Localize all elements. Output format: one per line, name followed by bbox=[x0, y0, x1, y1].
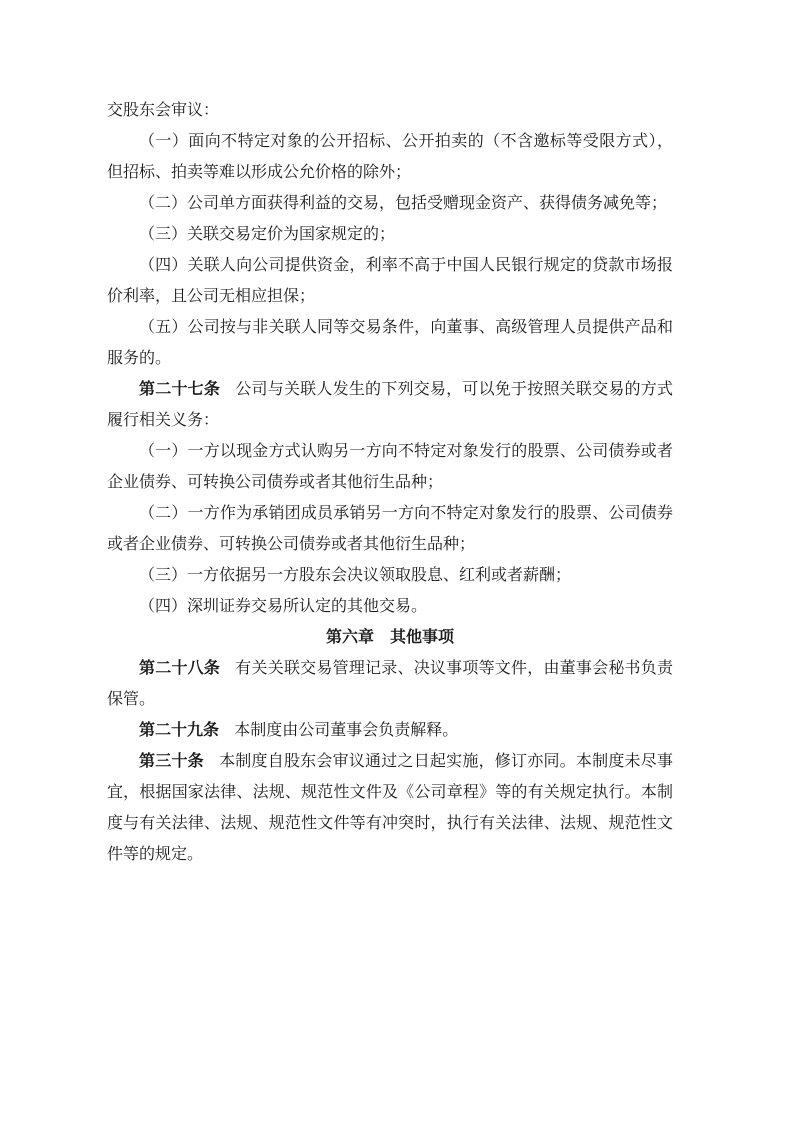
document-text-block bbox=[107, 95, 673, 870]
article-30 bbox=[107, 746, 673, 870]
chapter-heading: 第六章 其他事项 bbox=[325, 629, 454, 646]
clause-item-5: （五）公司按与非关联人同等交易条件，向董事、高级管理人员提供产品和服务的。 bbox=[107, 319, 673, 367]
article-29-number: 第二十九条 bbox=[139, 722, 220, 739]
clause-item-4: （四）关联人向公司提供资金，利率不高于中国人民银行规定的贷款市场报价利率，且公司无相应担保； bbox=[107, 257, 673, 305]
clause-item-7: （二）一方作为承销团成员承销另一方向不特定对象发行的股票、公司债券或者企业债券、可转换公司债券或者其他衍生品种； bbox=[107, 505, 673, 553]
article-27-text: 公司与关联人发生的下列交易，可以免于按照关联交易的方式履行相关义务： bbox=[107, 381, 673, 429]
clause-item-3: （三）关联交易定价为国家规定的； bbox=[139, 226, 396, 243]
clause-item-6: （一）一方以现金方式认购另一方向不特定对象发行的股票、公司债券或者企业债券、可转换公司债券或者其他衍生品种； bbox=[107, 443, 673, 491]
article-29 bbox=[107, 715, 673, 746]
article-29-text: 本制度由公司董事会负责解释。 bbox=[234, 722, 459, 739]
clause-item-2: （二）公司单方面获得利益的交易，包括受赠现金资产、获得债务减免等； bbox=[139, 195, 668, 212]
clause-item-8: （三）一方依据另一方股东会决议领取股息、红利或者薪酬； bbox=[139, 567, 572, 584]
article-30-text: 本制度自股东会审议通过之日起实施，修订亦同。本制度未尽事宜，根据国家法律、法规、规范性文件及《公司章程》等的有关规定执行。本制度与有关法律、法规、规范性文件等有冲突时，执行有关法律、法规、规范性文件等的规定。 bbox=[107, 753, 673, 863]
article-28 bbox=[107, 653, 673, 715]
article-30-number: 第三十条 bbox=[139, 753, 204, 770]
clause-item-1: （一）面向不特定对象的公开招标、公开拍卖的（不含邀标等受限方式），但招标、拍卖等难以形成公允价格的除外； bbox=[107, 133, 673, 181]
paragraph-continuation: 交股东会审议： bbox=[107, 102, 220, 119]
article-27 bbox=[107, 374, 673, 436]
article-28-text: 有关关联交易管理记录、决议事项等文件，由董事会秘书负责保管。 bbox=[107, 660, 673, 708]
article-27-number: 第二十七条 bbox=[139, 381, 221, 398]
clause-item-9: （四）深圳证券交易所认定的其他交易。 bbox=[139, 598, 428, 615]
article-28-number: 第二十八条 bbox=[139, 660, 221, 677]
